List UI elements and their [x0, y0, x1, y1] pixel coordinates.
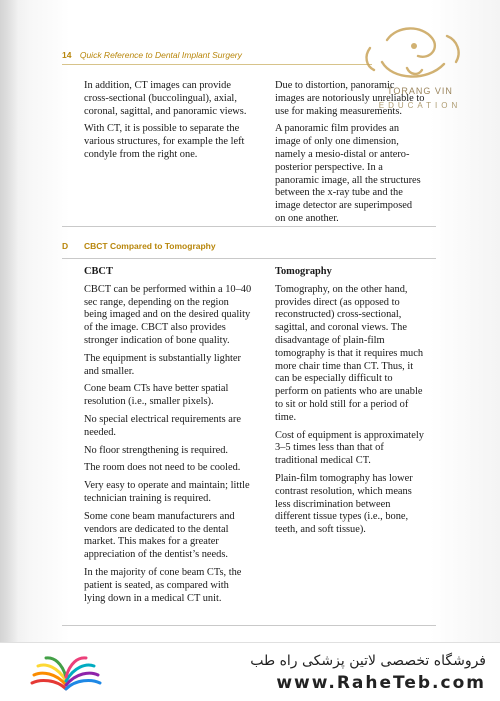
section-divider-bottom: [62, 258, 436, 259]
cbct-column: [84, 266, 252, 610]
paragraph: The room does not need to be cooled.: [84, 462, 241, 474]
page-bottom-rule: [62, 625, 436, 626]
page-gutter-shadow: [0, 0, 18, 642]
page-number: 14: [62, 50, 72, 60]
paragraph: Cone beam CTs have better spatial resolution (i.e., smaller pixels).: [84, 383, 229, 408]
paragraph: CBCT can be performed within a 10–40 sec range, depending on the region being imaged and on the desired quality of the image. CBCT also provides stronger indication of bone quality.: [84, 283, 252, 346]
top-left-column: [84, 80, 252, 167]
paragraph: No floor strengthening is required.: [84, 444, 228, 456]
tomography-heading: Tomography: [275, 266, 332, 277]
paragraph: Plain-film tomography has lower contrast resolution, which means less discrimination between different tissue types (i.e., bone, teeth, and soft tissue).: [275, 472, 413, 536]
running-title: Quick Reference to Dental Implant Surgery: [79, 50, 242, 60]
paragraph: Due to distortion, panoramic images are notoriously unreliable to use for making measurements.: [275, 80, 425, 117]
paragraph: A panoramic film provides an image of only one dimension, namely a mesio-distal or antero-posterior perspective. In a panoramic image, all the structures between the x-ray tube and the image detector are superimposed on one another.: [275, 123, 421, 224]
paragraph: Some cone beam manufacturers and vendors are dedicated to the dental market. This makes for a greater appreciation of the dentist’s needs.: [84, 510, 235, 561]
open-book-icon: [26, 649, 106, 697]
paragraph: Very easy to operate and maintain; little technician training is required.: [84, 480, 250, 504]
paragraph: In the majority of cone beam CTs, the patient is seated, as compared with lying down in a medical CT unit.: [84, 566, 242, 604]
paragraph: No special electrical requirements are needed.: [84, 413, 241, 438]
section-title: CBCT Compared to Tomography: [84, 241, 216, 251]
store-url: www.RaheTeb.com: [276, 673, 486, 693]
top-right-column: [275, 80, 425, 231]
paragraph: In addition, CT images can provide cross-sectional (buccolingual), axial, coronal, sagittal, and panoramic views.: [84, 80, 247, 117]
section-divider-top: [62, 226, 436, 227]
watermark-brand: TORANG VIN: [387, 86, 453, 96]
store-name-persian: فروشگاه تخصصی لاتین پزشکی راه طب: [250, 653, 486, 669]
cbct-heading: CBCT: [84, 266, 113, 277]
watermark-tagline: EDUCATION: [378, 101, 462, 110]
store-banner: [0, 642, 500, 701]
paragraph: Cost of equipment is approximately 3–5 times less than that of traditional medical CT.: [275, 429, 424, 467]
tomography-column: [275, 266, 425, 542]
paragraph: With CT, it is possible to separate the various structures, for example the left condyle from the right one.: [84, 123, 245, 160]
running-header: [62, 50, 242, 60]
section-letter: D: [62, 241, 69, 251]
paragraph: Tomography, on the other hand, provides direct (as opposed to reconstructed) cross-sectional, sagittal, and coronal views. The disadvantage of plain-film tomography is that it requires much more chair time than CT. Thus, it can be especially difficult to perform on patients who are unable to sit or hold still for a period of time.: [275, 283, 424, 423]
header-rule: [62, 64, 372, 65]
paragraph: The equipment is substantially lighter and smaller.: [84, 352, 241, 377]
